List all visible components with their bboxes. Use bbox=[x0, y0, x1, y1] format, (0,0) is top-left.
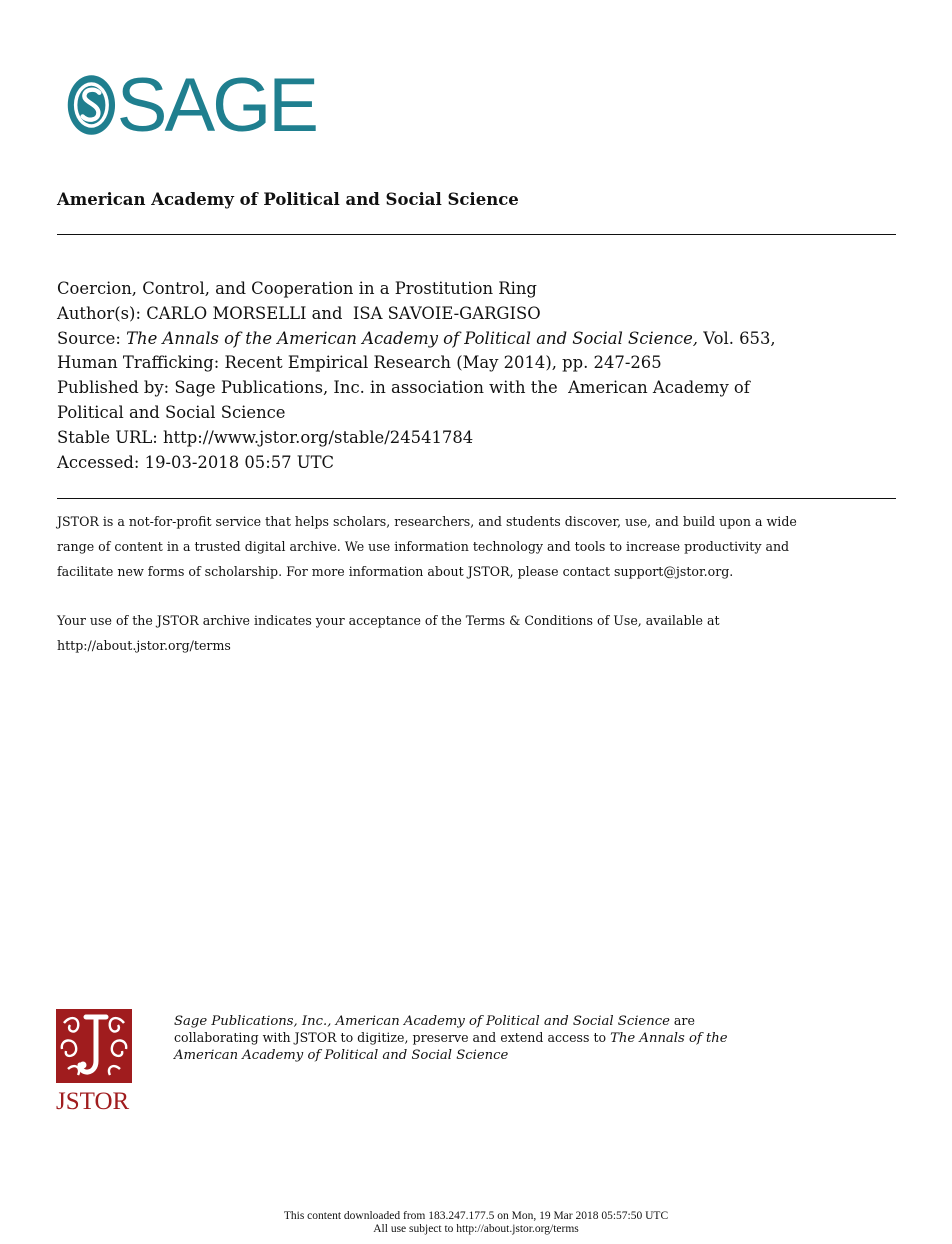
published-by-line-2: Political and Social Science bbox=[57, 402, 286, 422]
footer-line-1: This content downloaded from 183.247.177.5 on Mon, 19 Mar 2018 05:57:50 UTC bbox=[283, 1210, 669, 1222]
bottom-divider bbox=[57, 498, 896, 499]
article-metadata bbox=[57, 277, 776, 475]
jstor-notice-line-3: facilitate new forms of scholarship. For more information about JSTOR, please contact support@jstor.org. bbox=[57, 563, 734, 579]
terms-notice bbox=[57, 609, 720, 659]
collaboration-journal-part-2: American Academy of Political and Social Science bbox=[174, 1047, 509, 1063]
article-authors bbox=[57, 302, 776, 327]
jstor-notice-line-2: range of content in a trusted digital archive. We use information technology and tools to increase productivity and bbox=[57, 538, 790, 554]
jstor-emblem-icon bbox=[56, 1009, 132, 1083]
collaboration-are: are bbox=[669, 1013, 695, 1028]
collaboration-line-2 bbox=[174, 1030, 728, 1047]
footer-line-2: All use subject to http://about.jstor.org/terms bbox=[373, 1222, 579, 1235]
accessed-date: Accessed: 19-03-2018 05:57 UTC bbox=[57, 452, 335, 472]
terms-notice-line-1: Your use of the JSTOR archive indicates your acceptance of the Terms & Conditions of Use, available at bbox=[57, 613, 720, 628]
article-title: Coercion, Control, and Cooperation in a Prostitution Ring bbox=[57, 279, 537, 298]
article-source bbox=[57, 327, 776, 352]
download-footer bbox=[0, 1210, 952, 1235]
collaboration-statement bbox=[174, 1013, 728, 1063]
sage-logo bbox=[66, 63, 316, 148]
jstor-notice bbox=[57, 510, 797, 584]
authors-names: CARLO MORSELLI and ISA SAVOIE-GARGISO bbox=[146, 303, 541, 323]
collaboration-line-1 bbox=[174, 1013, 728, 1030]
source-issue: Human Trafficking: Recent Empirical Research (May 2014), pp. 247-265 bbox=[57, 353, 662, 373]
collaboration-journal-part-1: The Annals of the bbox=[610, 1030, 728, 1046]
sage-emblem-icon bbox=[66, 69, 117, 141]
collaboration-partners: Sage Publications, Inc., American Academy of Political and Social Science bbox=[174, 1014, 670, 1029]
top-divider bbox=[57, 234, 896, 235]
source-label: Source: bbox=[57, 328, 121, 348]
terms-link[interactable]: http://about.jstor.org/terms bbox=[57, 637, 231, 653]
published-by-line-1: Published by: Sage Publications, Inc. in association with the American Academy of bbox=[57, 378, 750, 398]
collaboration-text: collaborating with JSTOR to digitize, preserve and extend access to bbox=[174, 1029, 611, 1045]
collaboration-line-3 bbox=[174, 1047, 728, 1064]
source-volume: Vol. 653, bbox=[703, 328, 776, 348]
publisher-title: American Academy of Political and Social Science bbox=[57, 190, 519, 209]
jstor-notice-line-1: JSTOR is a not-for-profit service that helps scholars, researchers, and students discover, use, and build upon a wide bbox=[57, 514, 797, 529]
source-journal: The Annals of the American Academy of Political and Social Science, bbox=[126, 328, 699, 348]
jstor-wordmark: JSTOR bbox=[56, 1088, 130, 1115]
stable-url-link[interactable]: Stable URL: http://www.jstor.org/stable/24541784 bbox=[57, 427, 474, 447]
jstor-logo bbox=[56, 1009, 134, 1114]
sage-wordmark: SAGE bbox=[116, 63, 316, 148]
authors-label: Author(s): bbox=[57, 303, 141, 323]
